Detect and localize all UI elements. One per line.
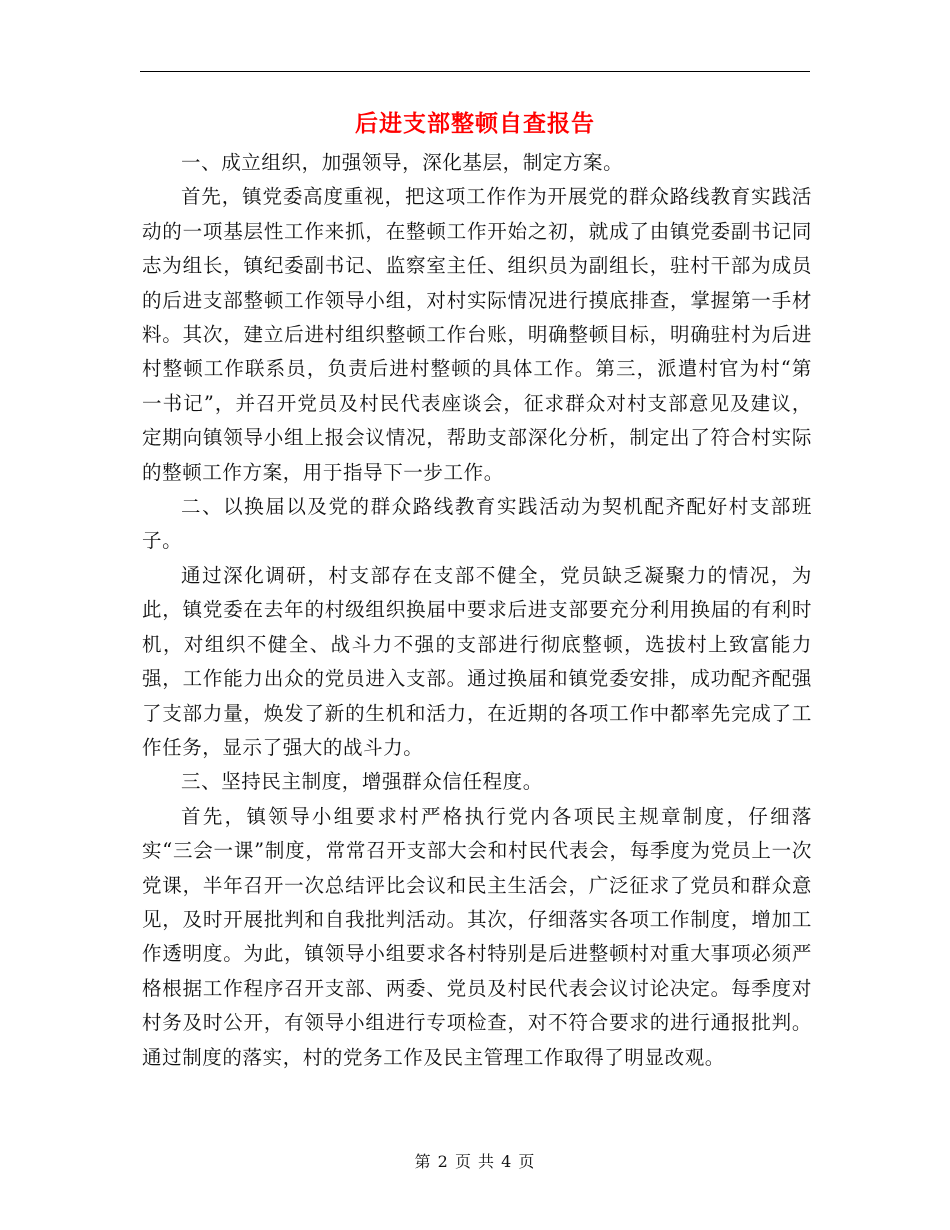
section-heading-1: 一、成立组织，加强领导，深化基层，制定方案。 xyxy=(181,151,624,174)
section-heading-2: 二、以换届以及党的群众路线教育实践活动为契机配齐配好村支部班子。 xyxy=(142,495,812,553)
page-number-footer: 第 2 页 共 4 页 xyxy=(414,1152,536,1171)
body-paragraph: 首先，镇党委高度重视，把这项工作作为开展党的群众路线教育实践活动的一项基层性工作来抓，在整顿工作开始之初，就成了由镇党委副书记同志为组长，镇纪委副书记、监察室主任、组织员为副组长，驻村干部为成员的后进支部整顿工作领导小组，对村实际情况进行摸底排查，掌握第一手材料。其次，建立后进村组织整顿工作台账，明确整顿目标，明确驻村为后进村整顿工作联系员，负责后进村整顿的具体工作。第三，派遣村官为村“第一书记”，并召开党员及村民代表座谈会，征求群众对村支部意见及建议，定期向镇领导小组上报会议情况，帮助支部深化分析，制定出了符合村实际的整顿工作方案，用于指导下一步工作。 xyxy=(142,185,812,484)
header-rule xyxy=(140,71,810,72)
section-heading-3: 三、坚持民主制度，增强群众信任程度。 xyxy=(181,770,543,794)
document-title: 后进支部整顿自查报告 xyxy=(355,111,595,137)
body-paragraph: 通过深化调研，村支部存在支部不健全，党员缺乏凝聚力的情况，为此，镇党委在去年的村级组织换届中要求后进支部要充分利用换届的有利时机，对组织不健全、战斗力不强的支部进行彻底整顿，选拔村上致富能力强，工作能力出众的党员进入支部。通过换届和镇党委安排，成功配齐配强了支部力量，焕发了新的生机和活力，在近期的各项工作中都率先完成了工作任务，显示了强大的战斗力。 xyxy=(142,563,812,759)
body-paragraph: 首先，镇领导小组要求村严格执行党内各项民主规章制度，仔细落实“三会一课”制度，常常召开支部大会和村民代表会，每季度为党员上一次党课，半年召开一次总结评比会议和民主生活会，广泛征求了党员和群众意见，及时开展批判和自我批判活动。其次，仔细落实各项工作制度，增加工作透明度。为此，镇领导小组要求各村特别是后进整顿村对重大事项必须严格根据工作程序召开支部、两委、党员及村民代表会议讨论决定。每季度对村务及时公开，有领导小组进行专项检查，对不符合要求的进行通报批判。通过制度的落实，村的党务工作及民主管理工作取得了明显改观。 xyxy=(142,804,812,1069)
document-body xyxy=(142,146,812,1075)
